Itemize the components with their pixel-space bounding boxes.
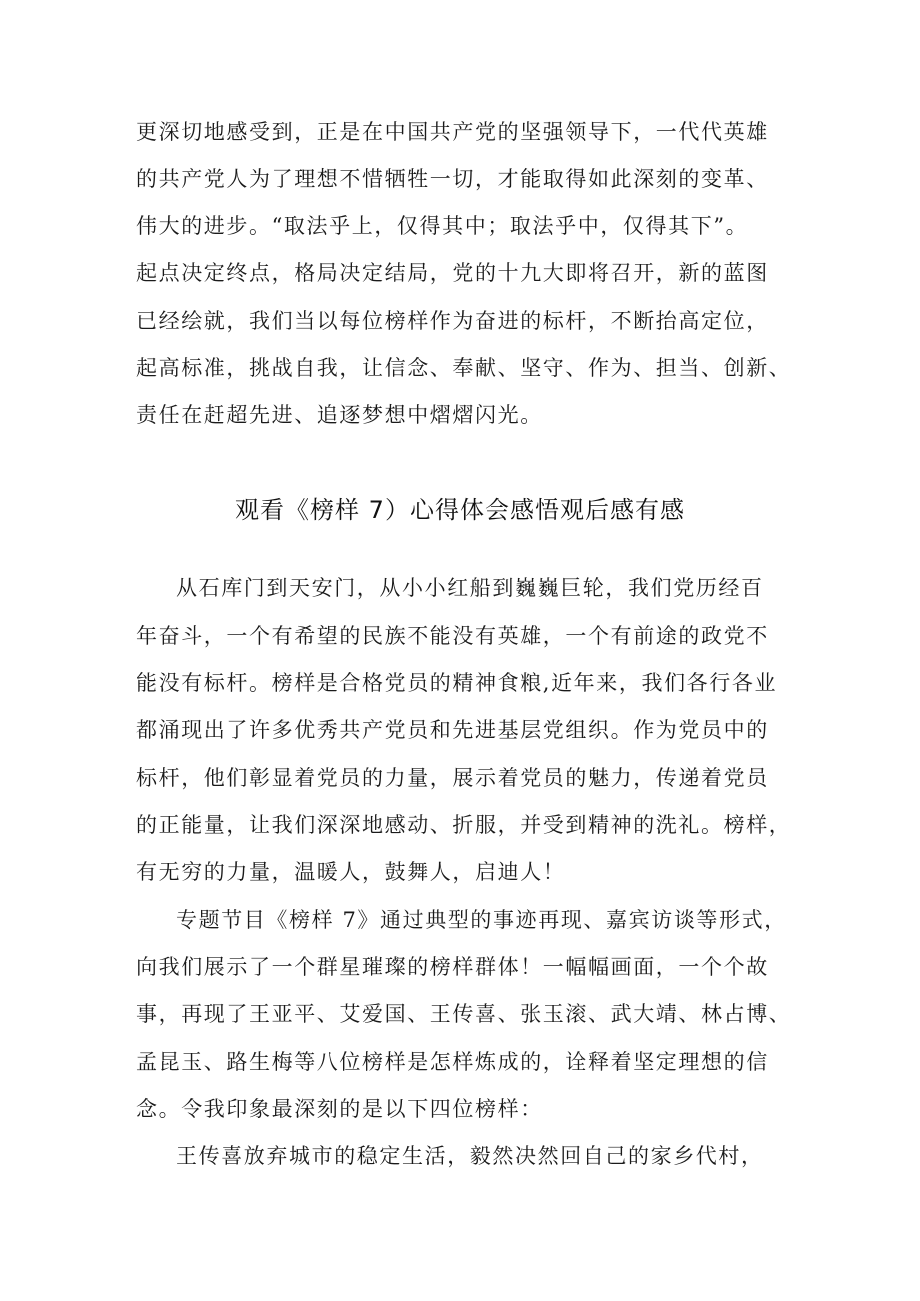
paragraph1-line-1: 从石库门到天安门，从小小红船到巍巍巨轮，我们党历经百 [176, 576, 764, 600]
intro-line-1: 更深切地感受到，正是在中国共产党的坚强领导下，一代代英雄 [136, 120, 769, 144]
intro-line-4: 起点决定终点，格局决定结局，党的十九大即将召开，新的蓝图 [136, 261, 769, 285]
paragraph2-line-3: 事，再现了王亚平、艾爱国、王传喜、张玉滚、武大靖、林占博、 [136, 1002, 792, 1026]
paragraph1-line-4: 都涌现出了许多优秀共产党员和先进基层党组织。作为党员中的 [136, 718, 769, 742]
intro-line-6: 起高标准，挑战自我，让信念、奉献、坚守、作为、担当、创新、 [136, 356, 792, 380]
paragraph1-line-6: 的正能量，让我们深深地感动、折服，并受到精神的洗礼。榜样， [136, 813, 792, 837]
paragraph1-line-7: 有无穷的力量，温暖人，鼓舞人，启迪人！ [136, 860, 566, 884]
paragraph2-line-2: 向我们展示了一个群星璀璨的榜样群体！一幅幅画面，一个个故 [136, 955, 769, 979]
paragraph3-line-1: 王传喜放弃城市的稳定生活，毅然决然回自己的家乡代村， [176, 1144, 764, 1168]
intro-line-2: 的共产党人为了理想不惜牺牲一切，才能取得如此深刻的变革、 [136, 167, 769, 191]
paragraph2-line-4: 孟昆玉、路生梅等八位榜样是怎样炼成的，诠释着坚定理想的信 [136, 1050, 769, 1074]
paragraph2-line-1: 专题节目《榜样 7》通过典型的事迹再现、嘉宾访谈等形式， [176, 908, 787, 932]
paragraph1-line-5: 标杆，他们彰显着党员的力量，展示着党员的魅力，传递着党员 [136, 766, 769, 790]
paragraph1-line-2: 年奋斗，一个有希望的民族不能没有英雄，一个有前途的政党不 [136, 624, 769, 648]
paragraph2-line-5: 念。令我印象最深刻的是以下四位榜样： [136, 1097, 543, 1121]
intro-line-7: 责任在赶超先进、追逐梦想中熠熠闪光。 [136, 403, 543, 427]
intro-line-5: 已经绘就，我们当以每位榜样作为奋进的标杆，不断抬高定位， [136, 309, 769, 333]
intro-line-3: 伟大的进步。“取法乎上，仅得其中；取法乎中，仅得其下”。 [136, 214, 749, 238]
article-title: 观看《榜样 7）心得体会感悟观后感有感 [235, 496, 685, 524]
paragraph1-line-3: 能没有标杆。榜样是合格党员的精神食粮,近年来，我们各行各业 [136, 671, 778, 695]
